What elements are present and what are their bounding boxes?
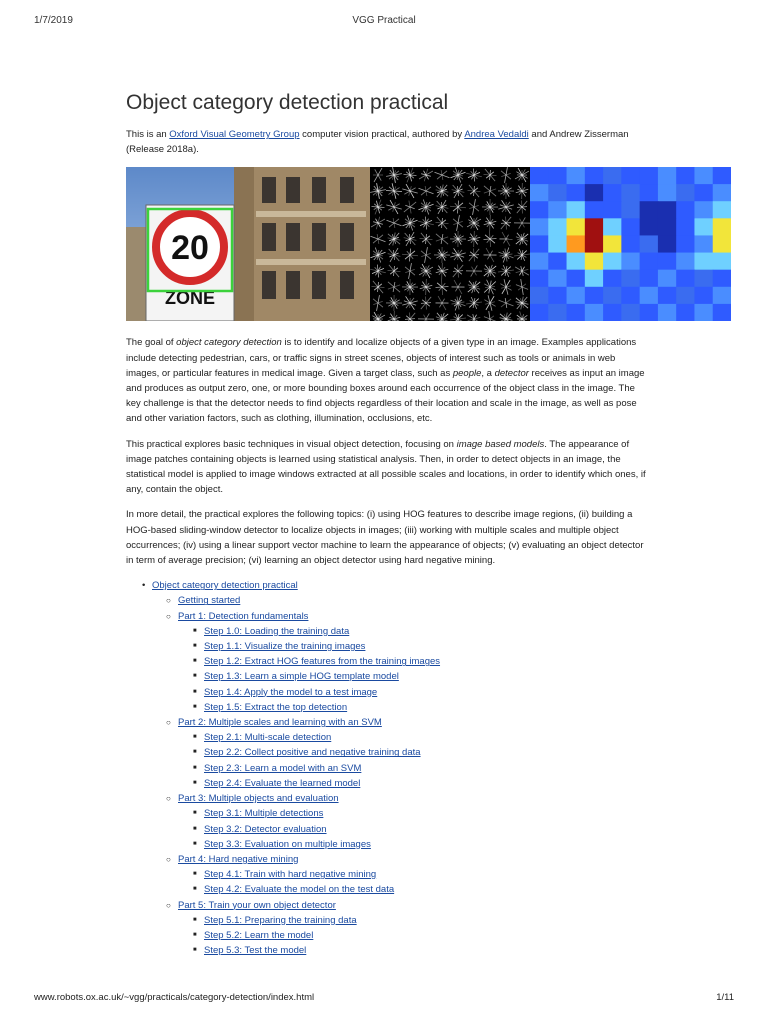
heatmap-cell: [530, 219, 549, 237]
toc-item: [126, 700, 646, 715]
heatmap-cell: [567, 167, 586, 185]
toc-item: [126, 837, 646, 852]
goal-paragraph: [126, 335, 646, 426]
paragraph-text: , a: [481, 367, 495, 379]
intro-text: This is an: [126, 129, 170, 140]
toc-item: [126, 943, 646, 958]
toc-item: [126, 715, 646, 730]
heatmap-cell: [621, 202, 640, 220]
toc-link[interactable]: Part 4: Hard negative mining: [178, 853, 299, 865]
toc-item: [126, 776, 646, 791]
toc-item: [126, 654, 646, 669]
intro-text: computer vision practical, authored by: [299, 129, 465, 140]
heatmap-cell: [713, 236, 731, 254]
toc-item: [126, 593, 646, 608]
toc-link[interactable]: Step 5.2: Learn the model: [204, 929, 314, 941]
toc-link[interactable]: Part 2: Multiple scales and learning with an SVM: [178, 717, 382, 729]
heatmap-cell: [530, 185, 549, 203]
heatmap-cell: [603, 270, 622, 288]
heatmap-cell: [548, 185, 567, 203]
heatmap-cell: [530, 236, 549, 254]
toc-link[interactable]: Step 5.3: Test the model: [204, 945, 307, 957]
print-title: VGG Practical: [352, 15, 416, 26]
heatmap-cell: [694, 270, 713, 288]
heatmap-cell: [694, 167, 713, 185]
heatmap-cell: [585, 270, 604, 288]
heatmap-cell: [603, 304, 622, 321]
heatmap-cell: [640, 287, 659, 305]
heatmap-cell: [713, 270, 731, 288]
intro-paragraph: [126, 127, 646, 157]
heatmap-cell: [548, 270, 567, 288]
heatmap-cell: [585, 304, 604, 321]
heatmap-cell: [676, 287, 695, 305]
heatmap-cell: [621, 253, 640, 271]
author-link[interactable]: Andrea Vedaldi: [464, 129, 529, 140]
heatmap-cell: [603, 253, 622, 271]
print-date: 1/7/2019: [34, 15, 73, 26]
heatmap-cell: [567, 219, 586, 237]
heatmap-cell: [640, 167, 659, 185]
heatmap-cell: [585, 202, 604, 220]
heatmap-cell: [567, 185, 586, 203]
toc-link[interactable]: Step 1.5: Extract the top detection: [204, 701, 348, 713]
toc-item: [126, 806, 646, 821]
heatmap-cell: [640, 219, 659, 237]
heatmap-cell: [567, 202, 586, 220]
heatmap-cell: [676, 270, 695, 288]
heatmap-cell: [621, 167, 640, 185]
heatmap-cell: [676, 167, 695, 185]
main-content: [126, 88, 646, 958]
emphasis-text: people: [452, 367, 482, 379]
heatmap-cell: [567, 253, 586, 271]
toc-link[interactable]: Step 1.4: Apply the model to a test image: [204, 686, 378, 698]
emphasis-text: image based models: [456, 438, 545, 450]
heatmap-cell: [694, 287, 713, 305]
print-url: www.robots.ox.ac.uk/~vgg/practicals/category-detection/index.html: [34, 992, 315, 1003]
heatmap-cell: [548, 236, 567, 254]
heatmap-cell: [603, 287, 622, 305]
heatmap-cell: [658, 219, 677, 237]
heatmap-cell: [676, 219, 695, 237]
paragraph-text: The goal of: [126, 337, 177, 349]
heatmap-cell: [621, 304, 640, 321]
toc-item: [126, 639, 646, 654]
toc-link[interactable]: Step 3.3: Evaluation on multiple images: [204, 838, 371, 850]
heatmap-cell: [585, 167, 604, 185]
toc-link[interactable]: Part 5: Train your own object detector: [178, 899, 336, 911]
heatmap-cell: [658, 270, 677, 288]
heatmap-cell: [713, 304, 731, 321]
heatmap-cell: [603, 236, 622, 254]
heatmap-cell: [658, 236, 677, 254]
heatmap-cell: [548, 304, 567, 321]
heatmap-cell: [694, 304, 713, 321]
toc-item: [126, 745, 646, 760]
paragraph-text: . The appearance of image patches containing objects is learned using statistical analysis. Then, in order to detect objects in an image, the statistical model is applied to image windows extracted at all possible scales and locations, in order to identify which ones, if any, contain the object.: [126, 438, 646, 496]
heatmap-cell: [658, 167, 677, 185]
toc-item: [126, 669, 646, 684]
paragraph-text: This practical explores basic techniques in visual object detection, focusing on: [126, 438, 457, 450]
heatmap-cell: [585, 236, 604, 254]
heatmap-cell: [694, 219, 713, 237]
toc-item: [126, 730, 646, 745]
vgg-link[interactable]: Oxford Visual Geometry Group: [169, 129, 300, 140]
toc-link[interactable]: Step 1.3: Learn a simple HOG template model: [204, 671, 399, 683]
heatmap-cell: [530, 304, 549, 321]
heatmap-cell: [621, 185, 640, 203]
heatmap-cell: [585, 253, 604, 271]
techniques-paragraph: [126, 437, 646, 498]
toc-item: [126, 898, 646, 913]
toc-link[interactable]: Step 5.1: Preparing the training data: [204, 914, 357, 926]
heatmap-cell: [585, 185, 604, 203]
detection-heatmap: [530, 167, 731, 321]
toc-item: [126, 867, 646, 882]
heatmap-cell: [548, 253, 567, 271]
heatmap-cell: [530, 253, 549, 271]
toc-item: [126, 822, 646, 837]
toc-link[interactable]: Object category detection practical: [152, 580, 298, 592]
hog-visualization: [370, 167, 530, 321]
banner-image: [126, 167, 731, 321]
toc-item: [126, 685, 646, 700]
toc-link[interactable]: Step 3.1: Multiple detections: [204, 808, 324, 820]
heatmap-cell: [567, 236, 586, 254]
heatmap-cell: [530, 287, 549, 305]
heatmap-cell: [658, 287, 677, 305]
page-number: 1/11: [716, 992, 734, 1003]
paragraph-text: receives as input an image and produces as output zero, one, or more bounding boxes around each occurrence of the object class in the image. The key challenge is that the detector needs to find objects regardless of their location and scale in the image, as well as pose and other variation factors, such as clothing, illumination, occlusions, etc.: [126, 367, 645, 425]
heatmap-cell: [713, 287, 731, 305]
heatmap-cell: [694, 202, 713, 220]
toc-link[interactable]: Step 2.3: Learn a model with an SVM: [204, 762, 362, 774]
heatmap-cell: [567, 287, 586, 305]
heatmap-cell: [658, 202, 677, 220]
toc-item: [126, 852, 646, 867]
print-footer: [34, 992, 734, 1006]
toc-link[interactable]: Part 1: Detection fundamentals: [178, 610, 309, 622]
topics-paragraph: In more detail, the practical explores the following topics: (i) using HOG features to describe image regions, (ii) building a HOG-based sliding-window detector to localize objects in images; (iii) working with multiple scales and multiple object occurrences; (iv) using a linear support vector machine to learn the appearance of objects; (v) evaluating an object detector in term of average precision; (vi) learning an object detector using hard negative mining.: [126, 509, 644, 567]
heatmap-cell: [676, 253, 695, 271]
heatmap-cell: [676, 236, 695, 254]
heatmap-cell: [676, 185, 695, 203]
toc-link[interactable]: Part 3: Multiple objects and evaluation: [178, 793, 339, 805]
heatmap-cell: [603, 219, 622, 237]
heatmap-cell: [567, 270, 586, 288]
heatmap-cell: [603, 167, 622, 185]
heatmap-cell: [603, 202, 622, 220]
page-title: Object category detection practical: [126, 91, 449, 114]
table-of-contents: [126, 578, 646, 958]
heatmap-cell: [713, 253, 731, 271]
toc-link[interactable]: Step 4.1: Train with hard negative mining: [204, 869, 377, 881]
heatmap-cell: [621, 236, 640, 254]
sign-zone-label: ZONE: [164, 288, 216, 309]
heatmap-cell: [548, 202, 567, 220]
heatmap-cell: [713, 202, 731, 220]
heatmap-cell: [694, 253, 713, 271]
toc-item: [126, 913, 646, 928]
heatmap-cell: [640, 270, 659, 288]
toc-link[interactable]: Step 2.1: Multi-scale detection: [204, 732, 332, 744]
sign-number: 20: [171, 229, 209, 268]
heatmap-cell: [640, 304, 659, 321]
heatmap-cell: [640, 202, 659, 220]
toc-item: [126, 928, 646, 943]
toc-item: [126, 882, 646, 897]
heatmap-cell: [530, 202, 549, 220]
heatmap-cell: [713, 185, 731, 203]
toc-item: [126, 624, 646, 639]
heatmap-cell: [530, 167, 549, 185]
emphasis-text: object category detection: [176, 337, 282, 349]
toc-link[interactable]: Step 1.2: Extract HOG features from the training images: [204, 656, 441, 668]
print-header: [34, 15, 734, 31]
heatmap-cell: [658, 304, 677, 321]
heatmap-cell: [658, 185, 677, 203]
toc-item: [126, 609, 646, 624]
heatmap-cell: [548, 219, 567, 237]
toc-item: [126, 791, 646, 806]
heatmap-cell: [548, 287, 567, 305]
toc-link[interactable]: Step 2.2: Collect positive and negative training data: [204, 747, 421, 759]
heatmap-cell: [640, 253, 659, 271]
heatmap-cell: [676, 304, 695, 321]
heatmap-cell: [548, 167, 567, 185]
heatmap-cell: [694, 185, 713, 203]
heatmap-cell: [640, 185, 659, 203]
toc-link[interactable]: Getting started: [178, 595, 241, 607]
toc-item: [126, 578, 646, 593]
heatmap-cell: [658, 253, 677, 271]
heatmap-cell: [621, 270, 640, 288]
heatmap-cell: [567, 304, 586, 321]
heatmap-cell: [621, 219, 640, 237]
heatmap-cell: [585, 287, 604, 305]
heatmap-cell: [621, 287, 640, 305]
toc-link[interactable]: Step 4.2: Evaluate the model on the test data: [204, 884, 395, 896]
emphasis-text: detector: [494, 367, 529, 379]
toc-link[interactable]: Step 2.4: Evaluate the learned model: [204, 777, 361, 789]
heatmap-cell: [713, 167, 731, 185]
intro-text: and Andrew Zisserman (Release 2018a).: [126, 129, 629, 156]
heatmap-cell: [585, 219, 604, 237]
heatmap-cell: [676, 202, 695, 220]
street-sign-photo: [126, 167, 370, 321]
toc-link[interactable]: Step 1.1: Visualize the training images: [204, 641, 366, 653]
heatmap-cell: [713, 219, 731, 237]
heatmap-cell: [530, 270, 549, 288]
toc-link[interactable]: Step 3.2: Detector evaluation: [204, 823, 327, 835]
heatmap-cell: [694, 236, 713, 254]
heatmap-cell: [603, 185, 622, 203]
toc-item: [126, 761, 646, 776]
heatmap-cell: [640, 236, 659, 254]
toc-link[interactable]: Step 1.0: Loading the training data: [204, 625, 350, 637]
paragraph-text: is to identify and localize objects of a given type in an image. Examples applications include detecting pedestrian, cars, or traffic signs in street scenes, objects of interest such as tools or animals in web images, or particular features in medical image. Given a target class, such as: [126, 337, 637, 379]
